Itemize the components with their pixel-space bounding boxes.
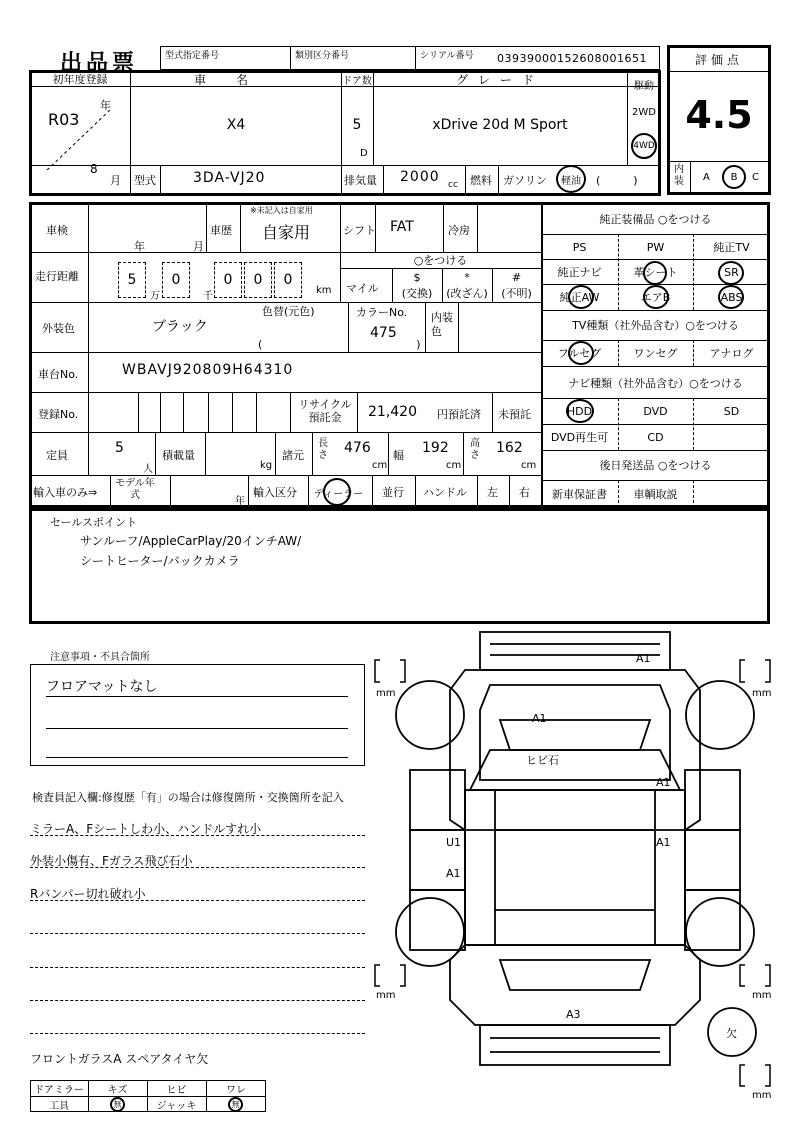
later-warranty: 新車保証書 — [552, 488, 607, 501]
exterior-value: ブラック — [152, 319, 208, 335]
fuel-label: 燃料 — [470, 174, 492, 187]
import-only-label: 輸入車のみ⇒ — [33, 486, 98, 499]
inspector-line-1: ミラーA、Fシートしわ小、ハンドルすれ小 — [30, 820, 365, 836]
color-no: 475 — [370, 325, 397, 341]
equip-airbag-circle — [643, 285, 669, 309]
title: 出品票 — [60, 51, 139, 76]
equip-leather: 革シート — [633, 266, 678, 279]
dims-label: 諸元 — [282, 449, 304, 462]
sales-point-line-1: サンルーフ/AppleCarPlay/20インチAW/ — [80, 534, 302, 548]
class-code-label: 類別区分番号 — [295, 51, 350, 61]
equip-aw-circle — [568, 285, 594, 309]
mm-front-right: mm — [752, 688, 772, 699]
first-reg-month: 8 — [90, 162, 98, 176]
shift-label: シフト — [343, 224, 376, 237]
mileage-digit-3: 0 — [214, 262, 242, 298]
capacity-label: 定員 — [46, 449, 68, 462]
inspector-line-5 — [30, 952, 365, 968]
mark-left-rear-door: A1 — [446, 867, 461, 880]
inspector-line-4 — [30, 918, 365, 934]
model-type-label: 型式 — [134, 174, 156, 187]
ac-label: 冷房 — [448, 224, 470, 237]
length-value: 476 — [344, 440, 371, 456]
mileage-digit-5: 0 — [274, 262, 302, 298]
equip-airbag: エアB — [640, 291, 671, 304]
drive-2wd: 2WD — [632, 106, 656, 118]
fuel-gasoline: ガソリン — [503, 174, 547, 187]
nav-hdd-circle — [566, 399, 594, 423]
mileage-digit-2: 0 — [162, 262, 190, 298]
mark-left-front-door: U1 — [446, 836, 462, 849]
nav-dvd-play: DVD再生可 — [550, 431, 609, 444]
exterior-label: 外装色 — [42, 322, 75, 335]
drive-4wd-selected: 4WD — [631, 133, 657, 159]
interior-label: 内装 — [674, 164, 684, 187]
nav-title: ナビ種類（社外品含む）○をつける — [568, 377, 743, 390]
score-label: 評価点 — [694, 52, 743, 67]
interior-b-selected: B — [722, 165, 746, 189]
recycle-value: 21,420 — [368, 404, 417, 420]
nav-hdd: HDD — [566, 404, 593, 418]
mark-windshield: ヒビ石 — [526, 754, 559, 767]
equip-abs-circle — [718, 285, 744, 309]
score-value: 4.5 — [685, 93, 753, 137]
equip-sr: SR — [724, 265, 739, 279]
serial-value: 03939000152608001651 — [497, 52, 647, 65]
nav-sd: SD — [723, 404, 740, 418]
later-title: 後日発送品 ○をつける — [599, 459, 712, 472]
mm-rear-right: mm — [752, 990, 772, 1001]
notes-line-1: フロアマットなし — [46, 679, 158, 695]
displacement: 2000 — [400, 169, 440, 185]
inspector-label: 検査員記入欄:修復歴「有」の場合は修復箇所・交換箇所を記入 — [32, 791, 344, 804]
first-reg-year: R03 — [48, 110, 80, 129]
notes-label: 注意事項・不具合箇所 — [50, 652, 150, 663]
model-type: 3DA-VJ20 — [193, 170, 266, 186]
mm-rear-left: mm — [376, 990, 396, 1001]
tv-fullseg: フルセグ — [557, 347, 602, 360]
equipment-title: 純正装備品 ○をつける — [599, 213, 712, 226]
jack-none: 無 — [228, 1097, 243, 1112]
first-reg-slash — [40, 100, 120, 175]
car-name: X4 — [226, 117, 246, 133]
model-code-label: 型式指定番号 — [165, 51, 220, 61]
doors-value: 5 — [352, 117, 362, 133]
mm-spare: mm — [752, 1090, 772, 1101]
serial-label: シリアル番号 — [420, 51, 474, 61]
interior-a: A — [703, 172, 710, 183]
history-value: 自家用 — [262, 223, 311, 242]
equip-ps: PS — [572, 240, 587, 254]
dealer-option: ディーラー — [314, 489, 364, 500]
equip-sr-circle — [718, 261, 744, 285]
mileage-label: 走行距離 — [35, 270, 79, 283]
tv-analog: アナログ — [709, 347, 754, 360]
mm-front-left: mm — [376, 688, 396, 699]
mark-rear-bumper: A3 — [566, 1008, 581, 1021]
equip-aw: 純正AW — [559, 291, 600, 304]
tools-none: 無 — [110, 1097, 125, 1112]
nav-dvd: DVD — [643, 404, 668, 418]
grade-value: xDrive 20d M Sport — [432, 117, 568, 133]
interior-color-label: 内装色 — [431, 311, 453, 338]
capacity: 5 — [115, 440, 124, 456]
mark-right-rear-door: A1 — [656, 836, 671, 849]
width-value: 192 — [422, 440, 449, 456]
mark-front-bumper: A1 — [636, 652, 651, 665]
inspector-bottom-note: フロントガラスA スペアタイヤ欠 — [30, 1052, 209, 1066]
chassis-label: 車台No. — [38, 368, 79, 381]
equip-tv: 純正TV — [713, 241, 750, 254]
displacement-label: 排気量 — [344, 174, 377, 187]
color-no-label: カラーNo. — [356, 306, 408, 319]
first-reg-label: 初年度登録 — [52, 73, 108, 86]
dealer-circle — [323, 478, 351, 506]
inspector-line-7 — [30, 1018, 365, 1034]
inspector-line-3: Rバンパー切れ破れ小 — [30, 885, 365, 901]
tv-fullseg-circle — [568, 341, 594, 365]
mileage-digit-4: 0 — [244, 262, 272, 298]
recycle-label: リサイクル預託金 — [298, 398, 352, 424]
height-value: 162 — [496, 440, 523, 456]
mark-right-fender: A1 — [656, 776, 671, 789]
interior-c: C — [752, 172, 759, 183]
fuel-diesel-selected: 軽油 — [556, 165, 586, 193]
history-label: 車歴 — [210, 224, 232, 237]
inspector-line-2: 外装小傷有、Fガラス飛び石小 — [30, 852, 365, 868]
tv-title: TV種類（社外品含む）○をつける — [572, 319, 739, 332]
sales-point-label: セールスポイント — [50, 516, 138, 529]
tv-oneseg: ワンセグ — [633, 347, 678, 360]
equip-pw: PW — [646, 240, 665, 254]
inspection-label: 車検 — [46, 224, 68, 237]
nav-cd: CD — [647, 430, 664, 444]
chassis-no: WBAVJ920809H64310 — [122, 362, 294, 378]
equip-abs: ABS — [720, 290, 743, 304]
car-name-label: 車名 — [193, 72, 278, 87]
inspector-line-6 — [30, 985, 365, 1001]
drive-label: 駆動 — [634, 80, 654, 92]
mileage-digit-1: 5 — [118, 262, 146, 298]
spare-tire-missing: 欠 — [726, 1027, 737, 1040]
equip-leather-circle — [643, 261, 667, 285]
shift-value: FAT — [390, 219, 414, 235]
car-diagram — [370, 630, 780, 1110]
sales-point-line-2: シートヒーター/バックカメラ — [80, 554, 240, 568]
later-manual: 車輌取説 — [633, 488, 678, 501]
equip-navi: 純正ナビ — [557, 266, 602, 279]
load-label: 積載量 — [162, 449, 195, 462]
reg-no-label: 登録No. — [38, 408, 79, 421]
doors-label: ドア数 — [342, 75, 372, 87]
grade-label: グレード — [455, 72, 544, 87]
mark-hood: A1 — [532, 712, 547, 725]
